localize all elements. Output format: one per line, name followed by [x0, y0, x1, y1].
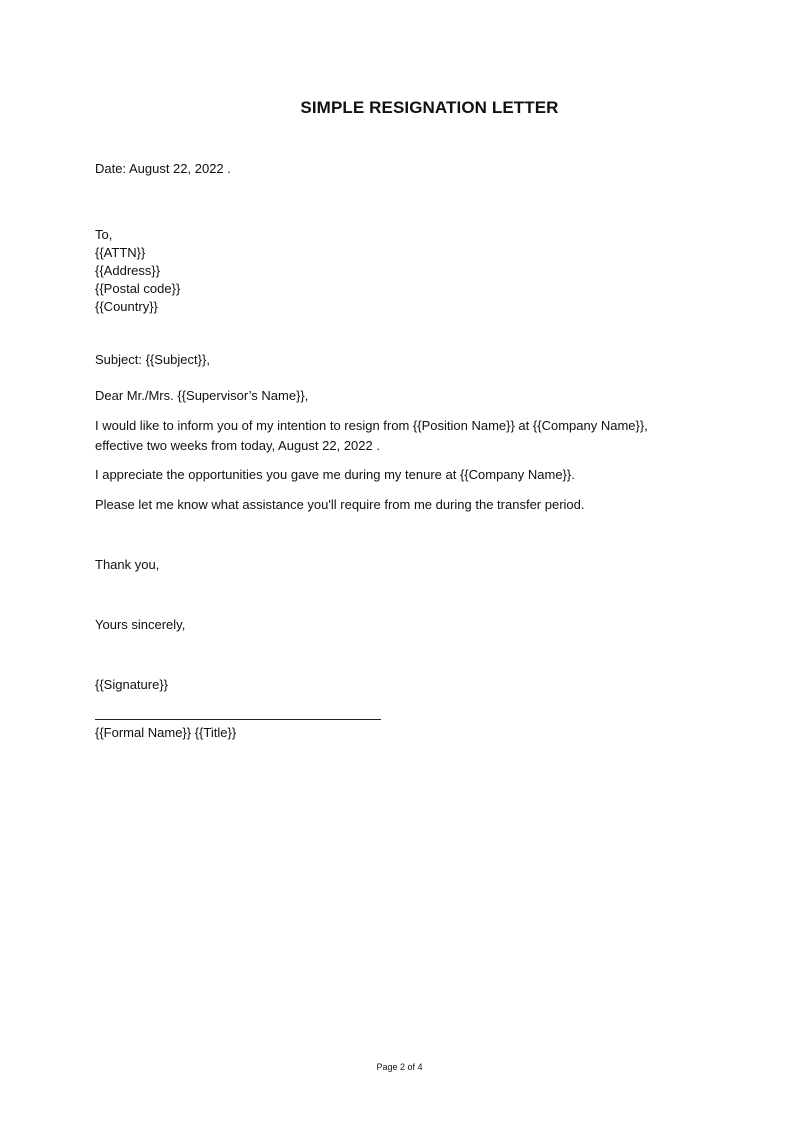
- recipient-to: To,: [95, 227, 113, 242]
- closing-line: Yours sincerely,: [95, 617, 186, 632]
- recipient-postal-code: {{Postal code}}: [95, 281, 181, 296]
- body-paragraph-1-line-1: I would like to inform you of my intention to resign from {{Position Name}} at {{Company Name}},: [95, 418, 648, 433]
- recipient-address: {{Address}}: [95, 263, 161, 278]
- recipient-country: {{Country}}: [95, 299, 158, 314]
- signature-placeholder: {{Signature}}: [95, 677, 169, 692]
- thanks-line: Thank you,: [95, 557, 160, 572]
- body-paragraph-1-line-2: effective two weeks from today, August 22, 2022 .: [95, 438, 380, 453]
- date-line: Date: August 22, 2022 .: [95, 161, 231, 176]
- recipient-attn: {{ATTN}}: [95, 245, 146, 260]
- body-paragraph-2: I appreciate the opportunities you gave me during my tenure at {{Company Name}}.: [95, 467, 575, 482]
- signature-rule: [95, 719, 381, 720]
- salutation: Dear Mr./Mrs. {{Supervisor’s Name}},: [95, 388, 309, 403]
- body-paragraph-3: Please let me know what assistance you'll require from me during the transfer period.: [95, 497, 585, 512]
- letter-title: SIMPLE RESIGNATION LETTER: [300, 98, 559, 117]
- formal-name-title: {{Formal Name}} {{Title}}: [95, 725, 237, 740]
- page-number: Page 2 of 4: [376, 1062, 423, 1072]
- subject-line: Subject: {{Subject}},: [95, 352, 210, 367]
